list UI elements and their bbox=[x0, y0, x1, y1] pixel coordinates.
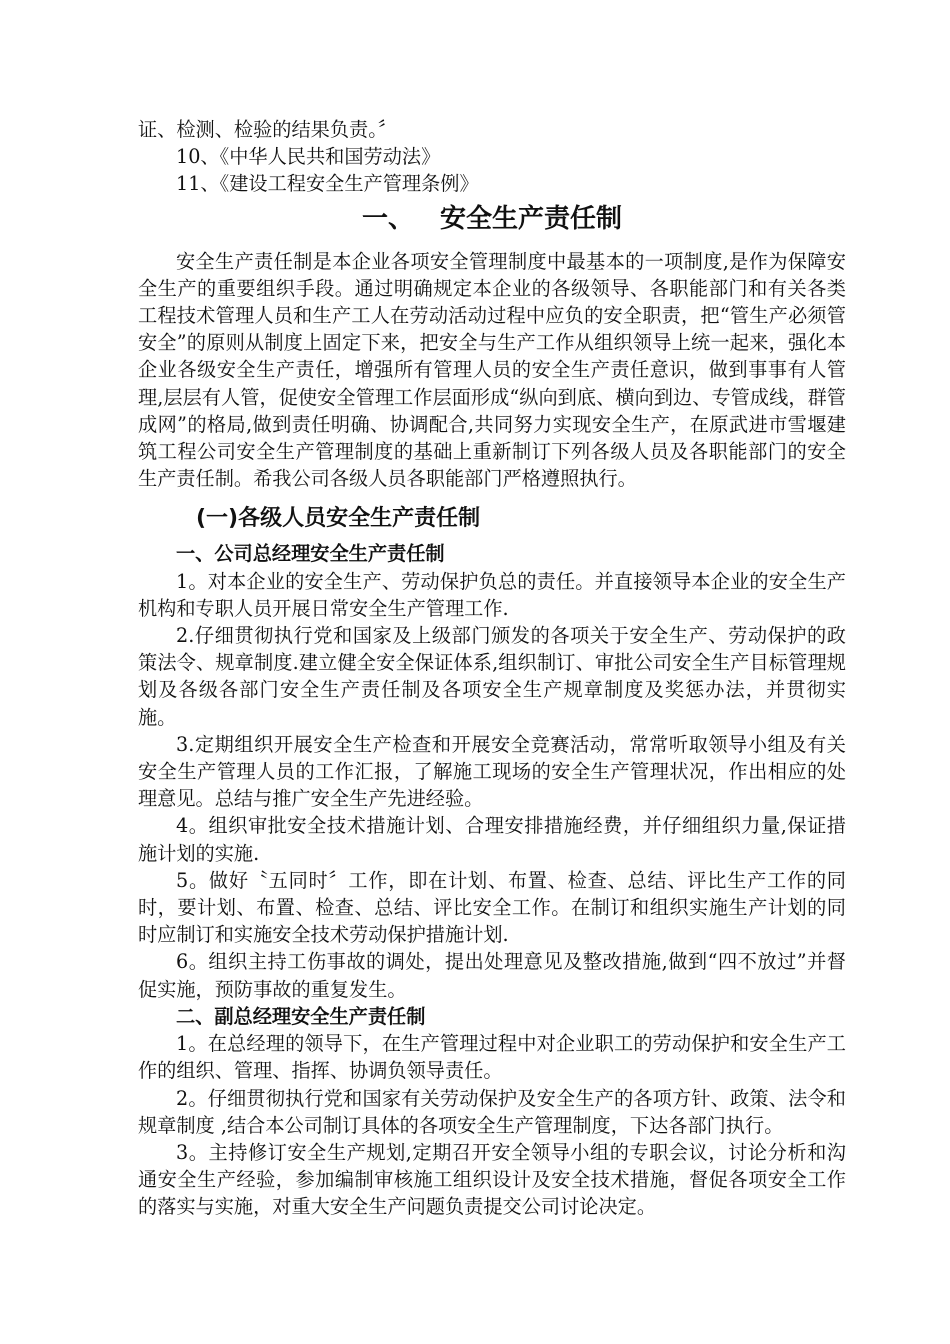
gm-item-4: 4。组织审批安全技术措施计划、合理安排措施经费，并仔细组织力量,保证措施计划的实施. bbox=[138, 814, 846, 865]
gm-item-1: 1。对本企业的安全生产、劳动保护负总的责任。并直接领导本企业的安全生产机构和专职人员开展日常安全生产管理工作. bbox=[138, 569, 846, 620]
section-number: 一、 bbox=[361, 203, 414, 234]
continuation-line: 证、检测、检验的结果负责。〞 bbox=[138, 118, 398, 141]
gm-item-3: 3.定期组织开展安全生产检查和开展安全竞赛活动，常常听取领导小组及有关安全生产管理人员的工作汇报，了解施工现场的安全生产管理状况，作出相应的处理意见。总结与推广安全生产先进经验。 bbox=[138, 732, 846, 811]
gm-item-5: 5。做好〝五同时〞工作，即在计划、布置、检查、总结、评比生产工作的同时，要计划、布置、检查、总结、评比安全工作。在制订和组织实施生产计划的同时应制订和实施安全技术劳动保护措施计划. bbox=[138, 868, 846, 947]
section-title: 安全生产责任制 bbox=[440, 203, 623, 234]
gm-item-2: 2.仔细贯彻执行党和国家及上级部门颁发的各项关于安全生产、劳动保护的政策法令、规章制度.建立健全安全保证体系,组织制订、审批公司安全生产目标管理规划及各级各部门安全生产责任制及各项安全生产规章制度及奖惩办法，并贯彻实施。 bbox=[138, 624, 846, 729]
gm-responsibility-heading: 一、公司总经理安全生产责任制 bbox=[176, 542, 445, 566]
dgm-item-2: 2。仔细贯彻执行党和国家有关劳动保护及安全生产的各项方针、政策、法令和规章制度 ,结合本公司制订具体的各项安全生产管理制度，下达各部门执行。 bbox=[138, 1086, 846, 1137]
reference-item-10: 10、《中华人民共和国劳动法》 bbox=[176, 145, 441, 169]
document-body bbox=[138, 116, 846, 1221]
dgm-item-3: 3。主持修订安全生产规划,定期召开安全领导小组的专职会议，讨论分析和沟通安全生产经验，参加编制审核施工组织设计及安全技术措施，督促各项安全工作的落实与实施，对重大安全生产问题负责提交公司讨论决定。 bbox=[138, 1140, 846, 1219]
subsection-heading: (一)各级人员安全生产责任制 bbox=[196, 506, 481, 532]
dgm-item-1: 1。在总经理的领导下，在生产管理过程中对企业职工的劳动保护和安全生产工作的组织、管理、指挥、协调负领导责任。 bbox=[138, 1032, 846, 1083]
reference-item-11: 11、《建设工程安全生产管理条例》 bbox=[176, 172, 479, 196]
gm-item-6: 6。组织主持工伤事故的调处，提出处理意见及整改措施,做到“四不放过”并督促实施，预防事故的重复发生。 bbox=[138, 950, 846, 1001]
section-heading bbox=[138, 200, 846, 238]
section-intro-paragraph: 安全生产责任制是本企业各项安全管理制度中最基本的一项制度,是作为保障安全生产的重要组织手段。通过明确规定本企业的各级领导、各职能部门和有关各类工程技术管理人员和生产工人在劳动活动过程中应负的安全职责，把“管生产必须管安全”的原则从制度上固定下来，把安全与生产工作从组织领导上统一起来，强化本企业各级安全生产责任，增强所有管理人员的安全生产责任意识，做到事事有人管理,层层有人管，促使安全管理工作层面形成“纵向到底、横向到边、专管成线，群管成网”的格局,做到责任明确、协调配合,共同努力实现安全生产，在原武进市雪堰建筑工程公司安全生产管理制度的基础上重新制订下列各级人员及各职能部门的安全生产责任制。希我公司各级人员各职能部门严格遵照执行。 bbox=[138, 249, 846, 491]
dgm-responsibility-heading: 二、副总经理安全生产责任制 bbox=[176, 1004, 426, 1028]
